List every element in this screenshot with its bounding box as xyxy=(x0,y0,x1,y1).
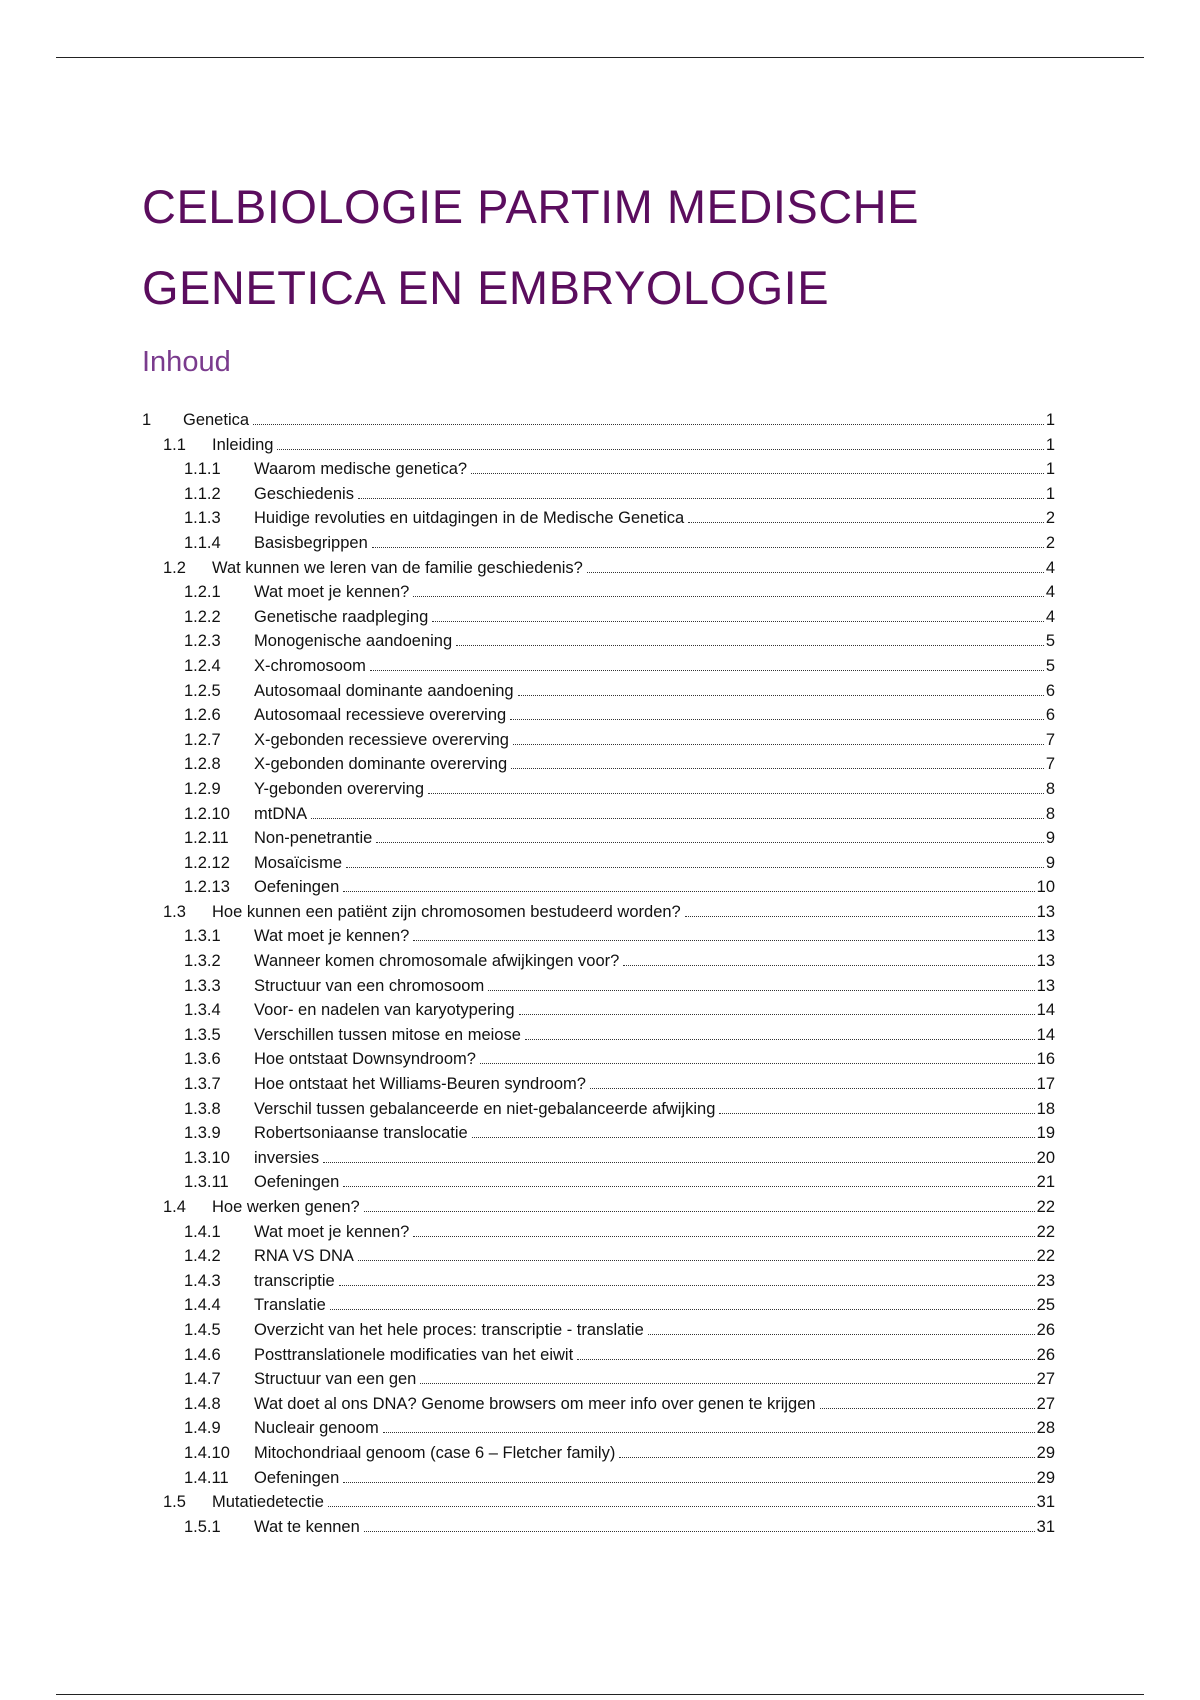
toc-dot-leader xyxy=(370,670,1044,671)
toc-entry-page[interactable]: 10 xyxy=(1036,878,1055,897)
toc-entry[interactable] xyxy=(142,1195,1055,1220)
toc-entry-page[interactable]: 14 xyxy=(1036,1025,1055,1044)
toc-dot-leader xyxy=(587,572,1044,573)
toc-dot-leader xyxy=(346,867,1044,868)
toc-entry[interactable] xyxy=(142,629,1055,654)
toc-entry-page[interactable]: 23 xyxy=(1036,1271,1055,1290)
toc-entry-number: 1.2.3 xyxy=(184,632,221,651)
toc-entry-number: 1.1.4 xyxy=(184,533,221,552)
toc-dot-leader xyxy=(253,424,1044,425)
toc-entry-title[interactable]: Nucleair genoom xyxy=(254,1419,379,1438)
toc-entry-page[interactable]: 31 xyxy=(1036,1517,1055,1536)
toc-entry-number: 1.4.11 xyxy=(184,1468,229,1487)
toc-entry-title[interactable]: Wat doet al ons DNA? Genome browsers om meer info over genen te krijgen xyxy=(254,1394,816,1413)
toc-entry[interactable] xyxy=(142,752,1055,777)
toc-entry-number: 1.2.1 xyxy=(184,583,221,602)
toc-entry-title[interactable]: RNA VS DNA xyxy=(254,1247,354,1266)
toc-entry[interactable] xyxy=(142,1490,1055,1515)
toc-entry-number: 1.5.1 xyxy=(184,1517,221,1536)
toc-entry[interactable] xyxy=(142,580,1055,605)
toc-entry-title[interactable]: Y-gebonden overerving xyxy=(254,779,425,798)
toc-entry-number: 1.5 xyxy=(163,1493,186,1512)
toc-entry-page[interactable]: 28 xyxy=(1036,1419,1055,1438)
toc-entry[interactable] xyxy=(142,1293,1055,1318)
toc-dot-leader xyxy=(688,522,1044,523)
toc-dot-leader xyxy=(525,1039,1035,1040)
toc-entry-number: 1.4.8 xyxy=(184,1394,221,1413)
toc-entry-page[interactable]: 1 xyxy=(1045,484,1055,503)
toc-entry-page[interactable]: 31 xyxy=(1036,1493,1055,1512)
toc-entry-page[interactable]: 27 xyxy=(1036,1394,1055,1413)
toc-entry-page[interactable]: 29 xyxy=(1036,1443,1055,1462)
toc-entry[interactable] xyxy=(142,482,1055,507)
toc-entry-page[interactable]: 13 xyxy=(1036,927,1055,946)
toc-entry[interactable] xyxy=(142,433,1055,458)
toc-entry-title[interactable]: Non-penetrantie xyxy=(254,829,373,848)
toc-entry-number: 1.4.2 xyxy=(184,1247,221,1266)
toc-dot-leader xyxy=(648,1334,1035,1335)
toc-entry-number: 1.2.5 xyxy=(184,681,221,700)
toc-dot-leader xyxy=(623,965,1034,966)
toc-entry-title[interactable]: Autosomaal recessieve overerving xyxy=(254,706,507,725)
toc-entry-title[interactable]: Verschillen tussen mitose en meiose xyxy=(254,1025,521,1044)
toc-entry-page[interactable]: 27 xyxy=(1036,1370,1055,1389)
toc-entry[interactable] xyxy=(142,1269,1055,1294)
toc-entry-title[interactable]: Hoe werken genen? xyxy=(212,1198,360,1216)
toc-dot-leader xyxy=(358,498,1044,499)
toc-entry-page[interactable]: 20 xyxy=(1036,1148,1055,1167)
toc-dot-leader xyxy=(277,449,1043,450)
toc-dot-leader xyxy=(480,1063,1035,1064)
toc-dot-leader xyxy=(413,1236,1034,1237)
toc-entry-number: 1.4.9 xyxy=(184,1419,221,1438)
toc-dot-leader xyxy=(488,990,1034,991)
toc-entry-page[interactable]: 9 xyxy=(1045,853,1055,872)
toc-entry-title[interactable]: Autosomaal dominante aandoening xyxy=(254,681,514,700)
toc-entry-page[interactable]: 5 xyxy=(1045,656,1055,675)
toc-entry[interactable] xyxy=(142,605,1055,630)
toc-entry[interactable] xyxy=(142,777,1055,802)
toc-entry[interactable] xyxy=(142,1318,1055,1343)
toc-dot-leader xyxy=(820,1408,1035,1409)
toc-entry-page[interactable]: 22 xyxy=(1036,1198,1055,1216)
toc-entry-number: 1.2.11 xyxy=(184,829,229,848)
toc-entry-number: 1.3.6 xyxy=(184,1050,221,1069)
toc-entry-number: 1.2.6 xyxy=(184,706,221,725)
toc-entry-title[interactable]: Oefeningen xyxy=(254,1468,340,1487)
toc-entry-title[interactable]: Mutatiedetectie xyxy=(212,1493,324,1512)
toc-entry-page[interactable]: 8 xyxy=(1045,779,1055,798)
toc-dot-leader xyxy=(519,1014,1035,1015)
toc-dot-leader xyxy=(420,1383,1034,1384)
toc-dot-leader xyxy=(323,1162,1035,1163)
toc-dot-leader xyxy=(364,1531,1035,1532)
toc-entry-page[interactable]: 2 xyxy=(1045,509,1055,528)
toc-entry[interactable] xyxy=(142,1072,1055,1097)
toc-entry-title[interactable]: Wat moet je kennen? xyxy=(254,583,410,602)
toc-entry[interactable] xyxy=(142,1170,1055,1195)
toc-entry-page[interactable]: 22 xyxy=(1036,1247,1055,1266)
toc-entry-title[interactable]: Structuur van een chromosoom xyxy=(254,976,485,995)
toc-entry-title[interactable]: Geschiedenis xyxy=(254,484,354,503)
toc-entry-title[interactable]: Wat moet je kennen? xyxy=(254,1222,410,1241)
toc-entry[interactable] xyxy=(142,703,1055,728)
toc-entry-number: 1.3.5 xyxy=(184,1025,221,1044)
toc-entry-title[interactable]: Hoe ontstaat het Williams-Beuren syndroom? xyxy=(254,1075,586,1094)
toc-entry-page[interactable]: 17 xyxy=(1036,1075,1055,1094)
toc-entry-number: 1.4.6 xyxy=(184,1345,221,1364)
toc-heading: Inhoud xyxy=(142,346,231,378)
toc-entry-page[interactable]: 9 xyxy=(1045,829,1055,848)
toc-entry-page[interactable]: 16 xyxy=(1036,1050,1055,1069)
toc-entry[interactable] xyxy=(142,974,1055,999)
toc-entry-number: 1.3.8 xyxy=(184,1099,221,1118)
toc-dot-leader xyxy=(328,1506,1035,1507)
toc-entry-page[interactable]: 4 xyxy=(1045,583,1055,602)
toc-entry-title[interactable]: Inleiding xyxy=(212,435,274,454)
toc-entry-page[interactable]: 8 xyxy=(1045,804,1055,823)
toc-entry[interactable] xyxy=(142,924,1055,949)
toc-entry-page[interactable]: 26 xyxy=(1036,1345,1055,1364)
toc-entry-number: 1.3.3 xyxy=(184,976,221,995)
toc-entry[interactable] xyxy=(142,949,1055,974)
toc-entry-page[interactable]: 2 xyxy=(1045,533,1055,552)
toc-entry-number: 1.1.2 xyxy=(184,484,221,503)
toc-entry-page[interactable]: 4 xyxy=(1045,558,1055,577)
toc-entry-title[interactable]: Robertsoniaanse translocatie xyxy=(254,1124,468,1143)
toc-entry-title[interactable]: Oefeningen xyxy=(254,1173,340,1192)
toc-entry-page[interactable]: 4 xyxy=(1045,607,1055,626)
toc-entry[interactable] xyxy=(142,1023,1055,1048)
toc-entry-page[interactable]: 19 xyxy=(1036,1124,1055,1143)
toc-entry-page[interactable]: 1 xyxy=(1045,435,1055,454)
toc-dot-leader xyxy=(358,1260,1035,1261)
toc-dot-leader xyxy=(432,621,1044,622)
toc-entry-page[interactable]: 22 xyxy=(1036,1222,1055,1241)
toc-dot-leader xyxy=(376,842,1043,843)
toc-entry-number: 1.1.1 xyxy=(184,460,221,479)
toc-dot-leader xyxy=(719,1113,1034,1114)
toc-entry-title[interactable]: Translatie xyxy=(254,1296,326,1315)
toc-entry-title[interactable]: X-chromosoom xyxy=(254,656,366,675)
toc-entry-title[interactable]: Genetische raadpleging xyxy=(254,607,429,626)
header-rule xyxy=(56,57,1144,58)
toc-entry[interactable] xyxy=(142,1146,1055,1171)
toc-entry-title[interactable]: Mitochondriaal genoom (case 6 – Fletcher family) xyxy=(254,1443,616,1462)
toc-entry-page[interactable]: 26 xyxy=(1036,1320,1055,1339)
toc-entry-page[interactable]: 29 xyxy=(1036,1468,1055,1487)
toc-entry-page[interactable]: 13 xyxy=(1036,952,1055,971)
toc-entry[interactable] xyxy=(142,802,1055,827)
toc-entry-number: 1.3.11 xyxy=(184,1173,229,1192)
toc-entry-title[interactable]: inversies xyxy=(254,1148,320,1167)
toc-dot-leader xyxy=(510,719,1044,720)
toc-entry[interactable] xyxy=(142,531,1055,556)
toc-entry-page[interactable]: 18 xyxy=(1036,1099,1055,1118)
toc-entry[interactable] xyxy=(142,1392,1055,1417)
toc-entry-title[interactable]: mtDNA xyxy=(254,804,308,823)
toc-dot-leader xyxy=(577,1359,1034,1360)
toc-entry-page[interactable]: 5 xyxy=(1045,632,1055,651)
toc-dot-leader xyxy=(343,891,1034,892)
toc-entry-page[interactable]: 1 xyxy=(1045,460,1055,479)
toc-entry-number: 1.2.13 xyxy=(184,878,230,897)
toc-entry[interactable] xyxy=(142,998,1055,1023)
toc-entry[interactable] xyxy=(142,1244,1055,1269)
toc-entry[interactable] xyxy=(142,1466,1055,1491)
toc-entry-title[interactable]: Wat kunnen we leren van de familie geschiedenis? xyxy=(212,558,583,577)
toc-entry[interactable] xyxy=(142,679,1055,704)
toc-entry-title[interactable]: Wat te kennen xyxy=(254,1517,360,1536)
toc-entry[interactable] xyxy=(142,1441,1055,1466)
toc-entry-number: 1.4 xyxy=(163,1198,186,1216)
toc-entry-number: 1.2.7 xyxy=(184,730,221,749)
toc-entry-title[interactable]: Monogenische aandoening xyxy=(254,632,453,651)
toc-entry[interactable] xyxy=(142,1515,1055,1540)
toc-entry-page[interactable]: 6 xyxy=(1045,706,1055,725)
toc-entry-title[interactable]: Verschil tussen gebalanceerde en niet-gebalanceerde afwijking xyxy=(254,1099,716,1118)
toc-entry-page[interactable]: 13 xyxy=(1036,976,1055,995)
toc-entry[interactable] xyxy=(142,1121,1055,1146)
toc-entry-number: 1.3.1 xyxy=(184,927,221,946)
toc-entry-number: 1.3.10 xyxy=(184,1148,230,1167)
toc-dot-leader xyxy=(619,1457,1034,1458)
toc-entry-page[interactable]: 13 xyxy=(1036,902,1055,921)
toc-entry-page[interactable]: 1 xyxy=(1045,411,1055,429)
toc-entry-number: 1.4.1 xyxy=(184,1222,221,1241)
toc-dot-leader xyxy=(590,1088,1035,1089)
toc-entry-title[interactable]: Mosaïcisme xyxy=(254,853,343,872)
toc-entry-number: 1.3.4 xyxy=(184,1001,221,1020)
toc-entry-title[interactable]: Genetica xyxy=(183,411,250,429)
toc-entry-title[interactable]: Oefeningen xyxy=(254,878,340,897)
toc-dot-leader xyxy=(456,645,1044,646)
toc-entry[interactable] xyxy=(142,408,1055,433)
toc-entry-title[interactable]: Huidige revoluties en uitdagingen in de Medische Genetica xyxy=(254,509,685,528)
toc-dot-leader xyxy=(343,1186,1034,1187)
toc-entry[interactable] xyxy=(142,1047,1055,1072)
toc-dot-leader xyxy=(511,768,1044,769)
toc-dot-leader xyxy=(413,596,1044,597)
toc-entry-page[interactable]: 7 xyxy=(1045,730,1055,749)
toc-entry-number: 1.2.12 xyxy=(184,853,230,872)
toc-entry-title[interactable]: Waarom medische genetica? xyxy=(254,460,468,479)
toc-entry-number: 1.2 xyxy=(163,558,186,577)
toc-entry-page[interactable]: 14 xyxy=(1036,1001,1055,1020)
toc-entry-title[interactable]: X-gebonden recessieve overerving xyxy=(254,730,509,749)
toc-dot-leader xyxy=(428,793,1044,794)
toc-entry-title[interactable]: Hoe ontstaat Downsyndroom? xyxy=(254,1050,476,1069)
toc-entry-number: 1.4.3 xyxy=(184,1271,221,1290)
footer-rule xyxy=(56,1694,1144,1695)
toc-entry-number: 1.4.10 xyxy=(184,1443,230,1462)
toc-entry[interactable] xyxy=(142,1097,1055,1122)
toc-entry[interactable] xyxy=(142,1220,1055,1245)
toc-entry-title[interactable]: Overzicht van het hele proces: transcriptie - translatie xyxy=(254,1320,644,1339)
toc-dot-leader xyxy=(372,547,1044,548)
toc-entry-number: 1.2.8 xyxy=(184,755,221,774)
toc-dot-leader xyxy=(311,818,1044,819)
toc-entry[interactable] xyxy=(142,875,1055,900)
toc-dot-leader xyxy=(685,916,1035,917)
toc-entry-title[interactable]: X-gebonden dominante overerving xyxy=(254,755,508,774)
toc-entry-number: 1.2.9 xyxy=(184,779,221,798)
toc-entry-number: 1.4.7 xyxy=(184,1370,221,1389)
toc-entry-number: 1.4.5 xyxy=(184,1320,221,1339)
toc-entry[interactable] xyxy=(142,506,1055,531)
toc-dot-leader xyxy=(472,1137,1035,1138)
toc-entry[interactable] xyxy=(142,654,1055,679)
toc-entry[interactable] xyxy=(142,1416,1055,1441)
toc-entry-number: 1.3.9 xyxy=(184,1124,221,1143)
toc-entry-title[interactable]: transcriptie xyxy=(254,1271,335,1290)
toc-entry-number: 1.3.2 xyxy=(184,952,221,971)
toc-entry[interactable] xyxy=(142,728,1055,753)
toc-dot-leader xyxy=(364,1211,1035,1212)
toc-entry-number: 1.2.4 xyxy=(184,656,221,675)
toc-entry-page[interactable]: 21 xyxy=(1036,1173,1055,1192)
toc-entry-number: 1.1.3 xyxy=(184,509,221,528)
toc-dot-leader xyxy=(330,1309,1035,1310)
toc-entry-number: 1.4.4 xyxy=(184,1296,221,1315)
toc-entry-number: 1.2.2 xyxy=(184,607,221,626)
toc-entry-title[interactable]: Basisbegrippen xyxy=(254,533,368,552)
table-of-contents xyxy=(142,408,1055,1539)
toc-dot-leader xyxy=(513,744,1044,745)
toc-entry-title[interactable]: Structuur van een gen xyxy=(254,1370,417,1389)
toc-entry-page[interactable]: 6 xyxy=(1045,681,1055,700)
toc-entry-number: 1.3 xyxy=(163,902,186,921)
toc-entry[interactable] xyxy=(142,556,1055,581)
toc-dot-leader xyxy=(471,473,1044,474)
toc-entry[interactable] xyxy=(142,457,1055,482)
toc-entry[interactable] xyxy=(142,1367,1055,1392)
document-title: CELBIOLOGIE PARTIM MEDISCHE GENETICA EN EMBRYOLOGIE xyxy=(142,180,919,314)
toc-dot-leader xyxy=(383,1432,1035,1433)
toc-entry[interactable] xyxy=(142,851,1055,876)
toc-entry-number: 1.2.10 xyxy=(184,804,230,823)
toc-dot-leader xyxy=(413,940,1034,941)
toc-entry-title[interactable]: Wat moet je kennen? xyxy=(254,927,410,946)
toc-entry-title[interactable]: Hoe kunnen een patiënt zijn chromosomen bestudeerd worden? xyxy=(212,902,681,921)
toc-entry[interactable] xyxy=(142,900,1055,925)
toc-entry[interactable] xyxy=(142,1343,1055,1368)
toc-dot-leader xyxy=(339,1285,1035,1286)
toc-entry[interactable] xyxy=(142,826,1055,851)
toc-dot-leader xyxy=(343,1482,1034,1483)
toc-entry-title[interactable]: Wanneer komen chromosomale afwijkingen voor? xyxy=(254,952,620,971)
toc-entry-title[interactable]: Voor- en nadelen van karyotypering xyxy=(254,1001,515,1020)
toc-entry-page[interactable]: 7 xyxy=(1045,755,1055,774)
toc-entry-title[interactable]: Posttranslationele modificaties van het eiwit xyxy=(254,1345,574,1364)
toc-entry-number: 1.3.7 xyxy=(184,1075,221,1094)
toc-entry-number: 1.1 xyxy=(163,435,186,454)
toc-dot-leader xyxy=(518,695,1044,696)
toc-entry-page[interactable]: 25 xyxy=(1036,1296,1055,1315)
toc-entry-number: 1 xyxy=(142,411,152,429)
